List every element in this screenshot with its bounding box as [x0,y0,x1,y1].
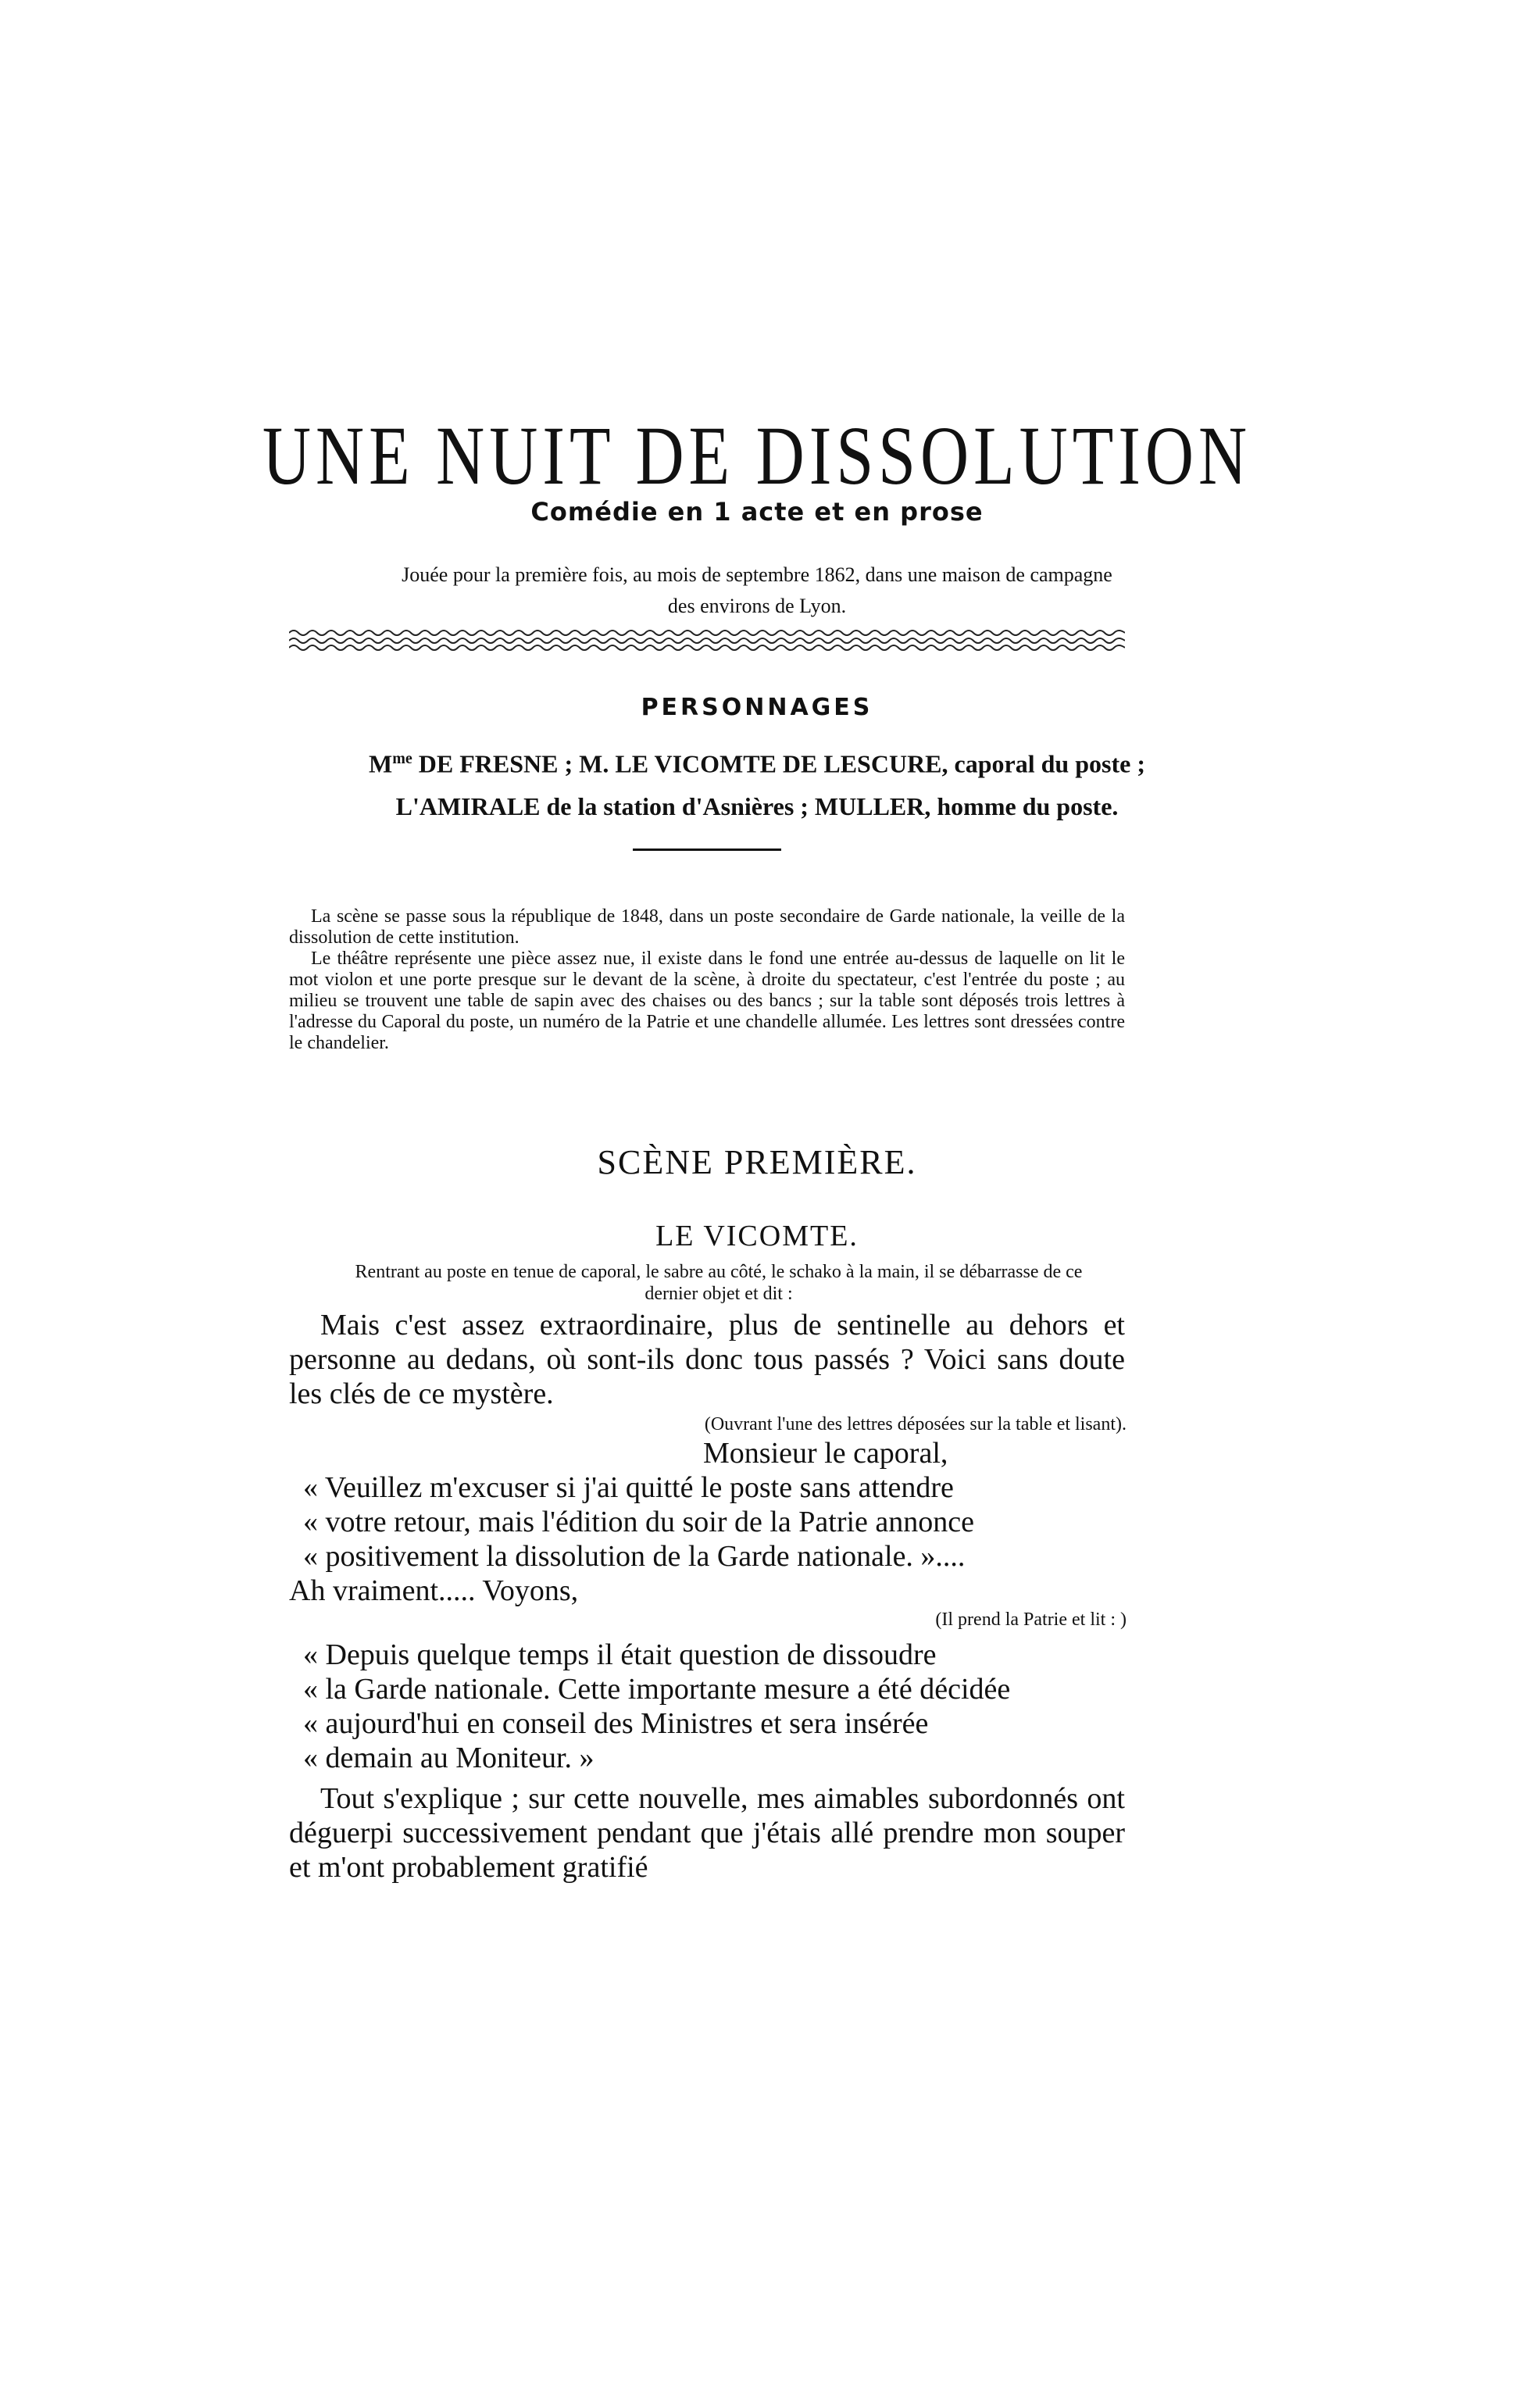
stage-direction-entry: Rentrant au poste en tenue de caporal, le sabre au côté, le schako à la main, il se débarrasse de ce dernier objet et dit : [355,1262,1083,1304]
letter-salutation: Monsieur le caporal, [703,1437,948,1470]
newspaper-line-3: « aujourd'hui en conseil des Ministres et sera insérée [303,1707,929,1740]
letter-line-1: « Veuillez m'excuser si j'ai quitté le poste sans attendre [303,1471,954,1504]
stage-direction-newspaper: (Il prend la Patrie et lit : ) [935,1610,1127,1630]
short-divider [633,849,781,851]
cast-list [0,738,1514,827]
newspaper-line-4: « demain au Moniteur. » [303,1742,595,1774]
personnages-heading: PERSONNAGES [641,694,873,721]
speech-2: Tout s'explique ; sur cette nouvelle, mes aimables subordonnés ont déguerpi successivement pendant que j'étais allé prendre mon souper et m'ont probablement gratifié [289,1782,1125,1884]
cast-line-1 [0,738,1514,785]
scene-title: SCÈNE PREMIÈRE. [597,1143,917,1181]
wavy-divider [289,627,1125,652]
letter-text [289,1470,1125,1608]
newspaper-text [289,1638,1125,1775]
premiere-line-1: Jouée pour la première fois, au mois de septembre 1862, dans une maison de campagne [402,563,1112,586]
letter-line-2: « votre retour, mais l'édition du soir de la Patrie annonce [303,1506,975,1538]
stage-directions [289,906,1125,1054]
premiere-line-2: des environs de Lyon. [667,595,847,617]
play-subtitle: Comédie en 1 acte et en prose [530,497,984,527]
newspaper-line-2: « la Garde nationale. Cette importante mesure a été décidée [303,1673,1011,1706]
stage-direction-2: Le théâtre représente une pièce assez nue, il existe dans le fond une entrée au-dessus de laquelle on lit le mot violon et une porte presque sur le devant de la scène, à droite du spectateur, c'est l'entrée du poste ; au milieu se trouvent une table de sapin avec des chaises ou des bancs ; sur la table sont déposés trois lettres à l'adresse du Caporal du poste, un numéro de la Patrie et une chandelle allumée. Les lettres sont dressées contre le chandelier. [289,949,1125,1053]
newspaper-line-1: « Depuis quelque temps il était question de dissoudre [303,1638,937,1671]
stage-direction-reading: (Ouvrant l'une des lettres déposées sur la table et lisant). [704,1414,1127,1434]
cast-line-2: L'AMIRALE de la station d'Asnières ; MULLER, homme du poste. [395,791,1119,820]
cast-line-1-prefix: M [369,749,393,778]
play-title: UNE NUIT DE DISSOLUTION [262,408,1252,502]
cast-line-1-rest: DE FRESNE ; M. LE VICOMTE DE LESCURE, caporal du poste ; [412,749,1145,778]
stage-direction-1: La scène se passe sous la république de 1848, dans un poste secondaire de Garde nationale, la veille de la dissolution de cette institution. [289,906,1125,948]
speaker-name: LE VICOMTE. [655,1220,859,1252]
cast-line-1-sup: me [392,750,412,767]
letter-line-4: Ah vraiment..... Voyons, [289,1574,579,1607]
premiere-note [0,559,1514,622]
letter-line-3: « positivement la dissolution de la Garde nationale. ».... [303,1540,966,1573]
speech-1: Mais c'est assez extraordinaire, plus de sentinelle au dehors et personne au dedans, où sont-ils donc tous passés ? Voici sans doute les clés de ce mystère. [289,1309,1125,1410]
